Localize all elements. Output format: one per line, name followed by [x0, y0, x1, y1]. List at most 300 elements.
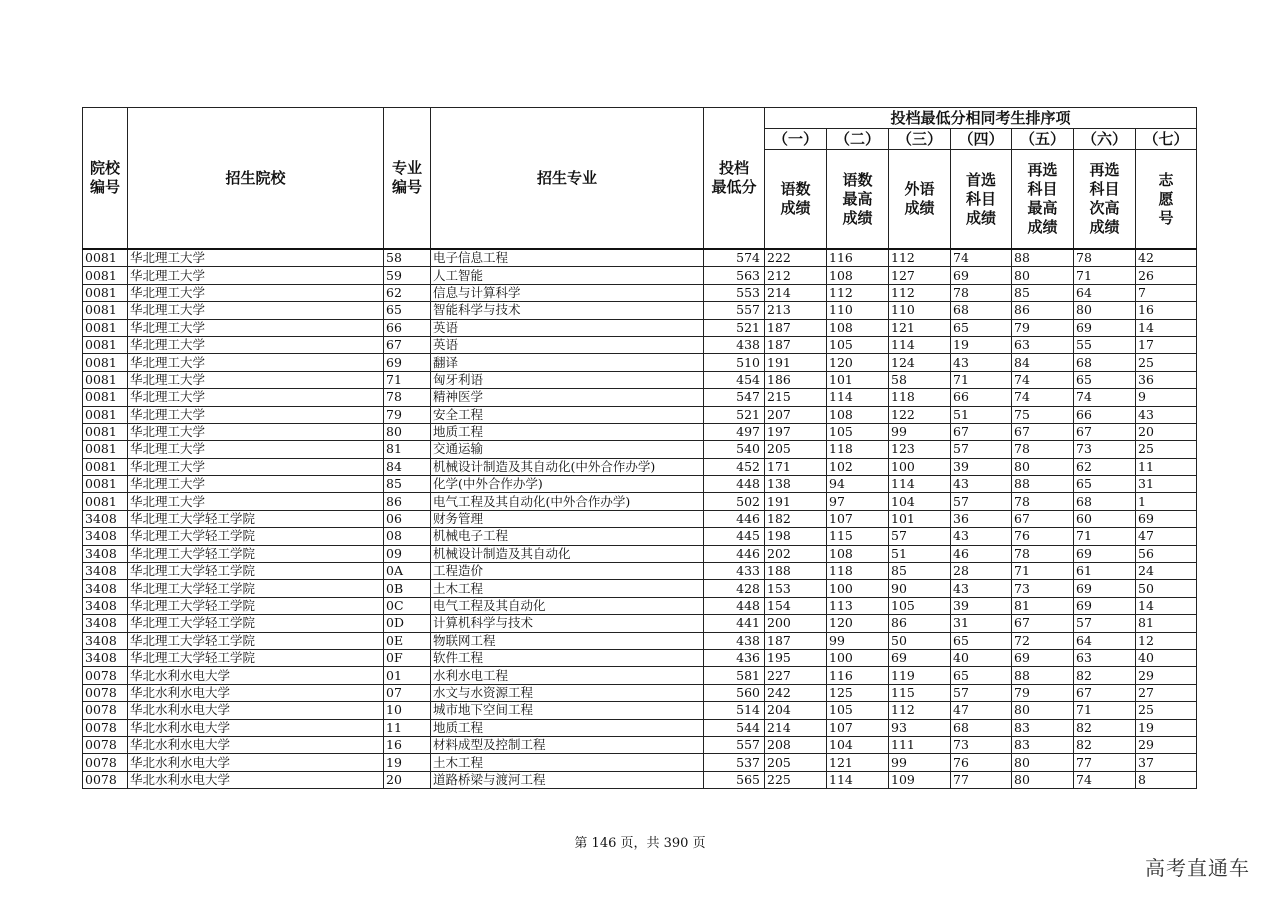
- cell-major-code: 65: [384, 302, 431, 319]
- cell-school-name: 华北理工大学: [128, 476, 384, 493]
- header-school-code: 院校 编号: [83, 108, 128, 250]
- cell-school-name: 华北理工大学: [128, 389, 384, 406]
- cell-foreign-language-score: 99: [889, 754, 951, 771]
- table-row: [83, 615, 1197, 632]
- cell-foreign-language-score: 57: [889, 528, 951, 545]
- cell-yushu-max-score: 121: [827, 754, 889, 771]
- cell-school-name: 华北水利水电大学: [128, 719, 384, 736]
- cell-min-score: 428: [704, 580, 765, 597]
- cell-school-name: 华北理工大学: [128, 371, 384, 388]
- cell-yushu-max-score: 99: [827, 632, 889, 649]
- cell-yushu-max-score: 116: [827, 249, 889, 267]
- cell-yushu-score: 207: [765, 406, 827, 423]
- cell-first-subject-score: 19: [951, 336, 1012, 353]
- cell-major-name: 水利水电工程: [431, 667, 704, 684]
- cell-yushu-max-score: 104: [827, 736, 889, 753]
- cell-school-name: 华北理工大学轻工学院: [128, 649, 384, 666]
- cell-major-name: 地质工程: [431, 719, 704, 736]
- cell-major-code: 0A: [384, 563, 431, 580]
- cell-major-code: 86: [384, 493, 431, 510]
- table-row: [83, 389, 1197, 406]
- cell-yushu-max-score: 101: [827, 371, 889, 388]
- cell-yushu-score: 214: [765, 284, 827, 301]
- cell-school-name: 华北理工大学: [128, 354, 384, 371]
- cell-yushu-score: 227: [765, 667, 827, 684]
- cell-school-name: 华北理工大学轻工学院: [128, 563, 384, 580]
- cell-yushu-score: 197: [765, 423, 827, 440]
- table-row: [83, 632, 1197, 649]
- cell-major-name: 道路桥梁与渡河工程: [431, 771, 704, 788]
- cell-min-score: 433: [704, 563, 765, 580]
- table-row: [83, 441, 1197, 458]
- cell-yushu-score: 187: [765, 336, 827, 353]
- header-sub-label: 语数 成绩: [765, 150, 827, 250]
- cell-major-name: 信息与计算科学: [431, 284, 704, 301]
- cell-yushu-max-score: 100: [827, 580, 889, 597]
- cell-first-subject-score: 67: [951, 423, 1012, 440]
- cell-first-subject-score: 76: [951, 754, 1012, 771]
- header-sub-label: 语数 最高 成绩: [827, 150, 889, 250]
- cell-school-code: 0081: [83, 493, 128, 510]
- cell-school-code: 0078: [83, 771, 128, 788]
- cell-yushu-score: 222: [765, 249, 827, 267]
- cell-school-code: 0081: [83, 302, 128, 319]
- cell-min-score: 446: [704, 545, 765, 562]
- cell-yushu-max-score: 107: [827, 719, 889, 736]
- table-row: [83, 563, 1197, 580]
- cell-yushu-score: 242: [765, 684, 827, 701]
- cell-school-name: 华北水利水电大学: [128, 684, 384, 701]
- cell-yushu-score: 191: [765, 493, 827, 510]
- cell-elective-max-score: 78: [1012, 441, 1074, 458]
- cell-elective-second-score: 80: [1074, 302, 1136, 319]
- cell-foreign-language-score: 105: [889, 597, 951, 614]
- cell-elective-second-score: 82: [1074, 719, 1136, 736]
- cell-preference-number: 1: [1136, 493, 1197, 510]
- cell-major-name: 机械设计制造及其自动化(中外合作办学): [431, 458, 704, 475]
- cell-major-name: 化学(中外合作办学): [431, 476, 704, 493]
- cell-preference-number: 81: [1136, 615, 1197, 632]
- cell-yushu-max-score: 108: [827, 267, 889, 284]
- cell-preference-number: 40: [1136, 649, 1197, 666]
- cell-major-name: 材料成型及控制工程: [431, 736, 704, 753]
- cell-foreign-language-score: 100: [889, 458, 951, 475]
- cell-major-name: 人工智能: [431, 267, 704, 284]
- cell-min-score: 448: [704, 476, 765, 493]
- cell-min-score: 452: [704, 458, 765, 475]
- cell-elective-second-score: 71: [1074, 528, 1136, 545]
- cell-first-subject-score: 57: [951, 441, 1012, 458]
- cell-school-name: 华北理工大学: [128, 267, 384, 284]
- cell-first-subject-score: 68: [951, 302, 1012, 319]
- header-sub-label: 首选 科目 成绩: [951, 150, 1012, 250]
- cell-school-code: 3408: [83, 528, 128, 545]
- cell-major-code: 06: [384, 510, 431, 527]
- cell-school-name: 华北理工大学: [128, 249, 384, 267]
- cell-school-name: 华北水利水电大学: [128, 754, 384, 771]
- cell-min-score: 448: [704, 597, 765, 614]
- cell-major-name: 电气工程及其自动化: [431, 597, 704, 614]
- cell-elective-max-score: 88: [1012, 476, 1074, 493]
- cell-elective-second-score: 71: [1074, 267, 1136, 284]
- table-row: [83, 702, 1197, 719]
- cell-min-score: 544: [704, 719, 765, 736]
- cell-school-name: 华北理工大学: [128, 319, 384, 336]
- cell-major-name: 地质工程: [431, 423, 704, 440]
- cell-first-subject-score: 77: [951, 771, 1012, 788]
- cell-major-code: 84: [384, 458, 431, 475]
- cell-first-subject-score: 43: [951, 580, 1012, 597]
- cell-school-name: 华北理工大学: [128, 441, 384, 458]
- cell-major-code: 19: [384, 754, 431, 771]
- table-row: [83, 667, 1197, 684]
- cell-school-code: 0081: [83, 249, 128, 267]
- cell-school-name: 华北理工大学: [128, 406, 384, 423]
- cell-foreign-language-score: 115: [889, 684, 951, 701]
- cell-school-code: 3408: [83, 545, 128, 562]
- cell-first-subject-score: 65: [951, 632, 1012, 649]
- cell-preference-number: 11: [1136, 458, 1197, 475]
- cell-yushu-score: 191: [765, 354, 827, 371]
- cell-yushu-max-score: 102: [827, 458, 889, 475]
- cell-major-name: 计算机科学与技术: [431, 615, 704, 632]
- cell-elective-second-score: 63: [1074, 649, 1136, 666]
- cell-elective-second-score: 74: [1074, 771, 1136, 788]
- cell-major-code: 66: [384, 319, 431, 336]
- cell-major-code: 71: [384, 371, 431, 388]
- cell-school-code: 0078: [83, 736, 128, 753]
- cell-yushu-score: 205: [765, 441, 827, 458]
- cell-yushu-score: 214: [765, 719, 827, 736]
- cell-first-subject-score: 28: [951, 563, 1012, 580]
- cell-elective-max-score: 88: [1012, 249, 1074, 267]
- cell-foreign-language-score: 112: [889, 249, 951, 267]
- cell-first-subject-score: 51: [951, 406, 1012, 423]
- table-body: [83, 249, 1197, 789]
- cell-first-subject-score: 57: [951, 684, 1012, 701]
- cell-major-name: 物联网工程: [431, 632, 704, 649]
- header-sub-number: （二）: [827, 129, 889, 150]
- cell-school-code: 3408: [83, 510, 128, 527]
- cell-major-code: 58: [384, 249, 431, 267]
- cell-min-score: 446: [704, 510, 765, 527]
- cell-major-code: 0E: [384, 632, 431, 649]
- cell-yushu-score: 212: [765, 267, 827, 284]
- cell-yushu-max-score: 108: [827, 545, 889, 562]
- cell-min-score: 557: [704, 302, 765, 319]
- cell-min-score: 581: [704, 667, 765, 684]
- cell-elective-second-score: 55: [1074, 336, 1136, 353]
- cell-elective-max-score: 79: [1012, 319, 1074, 336]
- cell-major-name: 软件工程: [431, 649, 704, 666]
- cell-min-score: 565: [704, 771, 765, 788]
- cell-major-name: 水文与水资源工程: [431, 684, 704, 701]
- cell-min-score: 537: [704, 754, 765, 771]
- table-row: [83, 597, 1197, 614]
- cell-yushu-score: 225: [765, 771, 827, 788]
- cell-major-name: 土木工程: [431, 580, 704, 597]
- cell-elective-max-score: 83: [1012, 736, 1074, 753]
- cell-yushu-score: 182: [765, 510, 827, 527]
- cell-school-code: 0081: [83, 423, 128, 440]
- cell-preference-number: 27: [1136, 684, 1197, 701]
- table-row: [83, 545, 1197, 562]
- cell-yushu-score: 208: [765, 736, 827, 753]
- cell-major-name: 机械设计制造及其自动化: [431, 545, 704, 562]
- cell-preference-number: 16: [1136, 302, 1197, 319]
- cell-school-name: 华北理工大学轻工学院: [128, 615, 384, 632]
- cell-foreign-language-score: 119: [889, 667, 951, 684]
- cell-yushu-max-score: 114: [827, 771, 889, 788]
- cell-yushu-max-score: 105: [827, 702, 889, 719]
- cell-min-score: 502: [704, 493, 765, 510]
- cell-elective-max-score: 83: [1012, 719, 1074, 736]
- cell-yushu-score: 187: [765, 319, 827, 336]
- header-sub-label: 志 愿 号: [1136, 150, 1197, 250]
- cell-elective-max-score: 80: [1012, 267, 1074, 284]
- cell-yushu-score: 187: [765, 632, 827, 649]
- cell-major-code: 01: [384, 667, 431, 684]
- cell-elective-second-score: 66: [1074, 406, 1136, 423]
- cell-major-name: 英语: [431, 319, 704, 336]
- cell-foreign-language-score: 121: [889, 319, 951, 336]
- cell-preference-number: 43: [1136, 406, 1197, 423]
- header-sub-label: 外语 成绩: [889, 150, 951, 250]
- cell-elective-second-score: 60: [1074, 510, 1136, 527]
- cell-first-subject-score: 73: [951, 736, 1012, 753]
- cell-elective-second-score: 68: [1074, 354, 1136, 371]
- cell-foreign-language-score: 111: [889, 736, 951, 753]
- cell-elective-max-score: 72: [1012, 632, 1074, 649]
- cell-major-name: 精神医学: [431, 389, 704, 406]
- cell-school-code: 0081: [83, 336, 128, 353]
- cell-elective-max-score: 86: [1012, 302, 1074, 319]
- cell-preference-number: 17: [1136, 336, 1197, 353]
- cell-major-code: 79: [384, 406, 431, 423]
- cell-yushu-max-score: 108: [827, 319, 889, 336]
- cell-school-name: 华北理工大学: [128, 458, 384, 475]
- cell-school-code: 3408: [83, 580, 128, 597]
- table-row: [83, 249, 1197, 267]
- cell-foreign-language-score: 122: [889, 406, 951, 423]
- cell-foreign-language-score: 93: [889, 719, 951, 736]
- cell-school-name: 华北水利水电大学: [128, 771, 384, 788]
- cell-preference-number: 69: [1136, 510, 1197, 527]
- cell-first-subject-score: 36: [951, 510, 1012, 527]
- cell-foreign-language-score: 109: [889, 771, 951, 788]
- header-sub-number: （七）: [1136, 129, 1197, 150]
- cell-preference-number: 7: [1136, 284, 1197, 301]
- cell-yushu-max-score: 100: [827, 649, 889, 666]
- cell-first-subject-score: 57: [951, 493, 1012, 510]
- cell-major-code: 08: [384, 528, 431, 545]
- cell-yushu-score: 204: [765, 702, 827, 719]
- cell-school-name: 华北理工大学轻工学院: [128, 597, 384, 614]
- table-row: [83, 354, 1197, 371]
- cell-min-score: 510: [704, 354, 765, 371]
- header-school-name: 招生院校: [128, 108, 384, 250]
- cell-school-name: 华北理工大学: [128, 493, 384, 510]
- table-row: [83, 284, 1197, 301]
- table-row: [83, 336, 1197, 353]
- cell-first-subject-score: 40: [951, 649, 1012, 666]
- cell-school-code: 0078: [83, 684, 128, 701]
- cell-min-score: 441: [704, 615, 765, 632]
- cell-elective-second-score: 82: [1074, 667, 1136, 684]
- cell-yushu-max-score: 125: [827, 684, 889, 701]
- header-sub-number: （四）: [951, 129, 1012, 150]
- cell-major-name: 安全工程: [431, 406, 704, 423]
- header-major-name: 招生专业: [431, 108, 704, 250]
- cell-elective-max-score: 78: [1012, 493, 1074, 510]
- cell-preference-number: 50: [1136, 580, 1197, 597]
- cell-preference-number: 25: [1136, 702, 1197, 719]
- cell-preference-number: 29: [1136, 736, 1197, 753]
- cell-major-code: 07: [384, 684, 431, 701]
- table-row: [83, 406, 1197, 423]
- cell-yushu-max-score: 118: [827, 441, 889, 458]
- cell-preference-number: 36: [1136, 371, 1197, 388]
- cell-school-code: 0081: [83, 319, 128, 336]
- cell-school-code: 0081: [83, 267, 128, 284]
- cell-school-code: 3408: [83, 563, 128, 580]
- cell-school-code: 0078: [83, 702, 128, 719]
- cell-elective-second-score: 69: [1074, 319, 1136, 336]
- table-row: [83, 528, 1197, 545]
- cell-major-code: 16: [384, 736, 431, 753]
- cell-major-name: 翻译: [431, 354, 704, 371]
- cell-elective-max-score: 85: [1012, 284, 1074, 301]
- cell-major-name: 智能科学与技术: [431, 302, 704, 319]
- cell-school-name: 华北理工大学轻工学院: [128, 510, 384, 527]
- cell-elective-max-score: 67: [1012, 615, 1074, 632]
- cell-school-code: 0081: [83, 406, 128, 423]
- cell-preference-number: 9: [1136, 389, 1197, 406]
- cell-school-code: 3408: [83, 597, 128, 614]
- cell-major-code: 62: [384, 284, 431, 301]
- cell-yushu-score: 154: [765, 597, 827, 614]
- cell-first-subject-score: 31: [951, 615, 1012, 632]
- cell-min-score: 540: [704, 441, 765, 458]
- cell-elective-second-score: 64: [1074, 284, 1136, 301]
- cell-elective-max-score: 84: [1012, 354, 1074, 371]
- cell-elective-max-score: 75: [1012, 406, 1074, 423]
- cell-foreign-language-score: 101: [889, 510, 951, 527]
- cell-elective-max-score: 80: [1012, 702, 1074, 719]
- cell-yushu-max-score: 114: [827, 389, 889, 406]
- cell-preference-number: 47: [1136, 528, 1197, 545]
- cell-school-code: 0081: [83, 458, 128, 475]
- cell-yushu-max-score: 120: [827, 354, 889, 371]
- cell-school-code: 0081: [83, 354, 128, 371]
- cell-major-code: 10: [384, 702, 431, 719]
- cell-elective-second-score: 67: [1074, 423, 1136, 440]
- cell-min-score: 438: [704, 632, 765, 649]
- cell-first-subject-score: 43: [951, 528, 1012, 545]
- cell-school-name: 华北水利水电大学: [128, 736, 384, 753]
- cell-first-subject-score: 71: [951, 371, 1012, 388]
- table-row: [83, 510, 1197, 527]
- cell-school-name: 华北理工大学轻工学院: [128, 545, 384, 562]
- cell-major-code: 81: [384, 441, 431, 458]
- cell-min-score: 521: [704, 406, 765, 423]
- cell-yushu-score: 202: [765, 545, 827, 562]
- cell-preference-number: 24: [1136, 563, 1197, 580]
- cell-foreign-language-score: 104: [889, 493, 951, 510]
- cell-school-code: 0081: [83, 441, 128, 458]
- cell-foreign-language-score: 85: [889, 563, 951, 580]
- table-row: [83, 319, 1197, 336]
- cell-major-name: 城市地下空间工程: [431, 702, 704, 719]
- cell-first-subject-score: 69: [951, 267, 1012, 284]
- cell-school-code: 0081: [83, 284, 128, 301]
- cell-yushu-score: 205: [765, 754, 827, 771]
- cell-elective-max-score: 80: [1012, 754, 1074, 771]
- cell-preference-number: 37: [1136, 754, 1197, 771]
- cell-school-name: 华北水利水电大学: [128, 702, 384, 719]
- cell-elective-second-score: 71: [1074, 702, 1136, 719]
- table-row: [83, 771, 1197, 788]
- cell-foreign-language-score: 50: [889, 632, 951, 649]
- cell-yushu-score: 213: [765, 302, 827, 319]
- cell-school-name: 华北理工大学: [128, 284, 384, 301]
- cell-elective-max-score: 80: [1012, 458, 1074, 475]
- cell-preference-number: 29: [1136, 667, 1197, 684]
- cell-elective-second-score: 64: [1074, 632, 1136, 649]
- cell-elective-second-score: 61: [1074, 563, 1136, 580]
- cell-elective-second-score: 65: [1074, 371, 1136, 388]
- cell-elective-second-score: 67: [1074, 684, 1136, 701]
- cell-school-name: 华北水利水电大学: [128, 667, 384, 684]
- cell-yushu-score: 188: [765, 563, 827, 580]
- cell-elective-max-score: 80: [1012, 771, 1074, 788]
- cell-min-score: 574: [704, 249, 765, 267]
- cell-yushu-max-score: 105: [827, 423, 889, 440]
- cell-foreign-language-score: 127: [889, 267, 951, 284]
- cell-major-name: 财务管理: [431, 510, 704, 527]
- cell-preference-number: 42: [1136, 249, 1197, 267]
- table-row: [83, 684, 1197, 701]
- cell-elective-second-score: 57: [1074, 615, 1136, 632]
- cell-first-subject-score: 43: [951, 354, 1012, 371]
- header-sub-number: （五）: [1012, 129, 1074, 150]
- cell-yushu-max-score: 105: [827, 336, 889, 353]
- cell-major-name: 电气工程及其自动化(中外合作办学): [431, 493, 704, 510]
- table-row: [83, 649, 1197, 666]
- cell-school-name: 华北理工大学: [128, 302, 384, 319]
- cell-elective-second-score: 65: [1074, 476, 1136, 493]
- cell-first-subject-score: 68: [951, 719, 1012, 736]
- cell-min-score: 436: [704, 649, 765, 666]
- cell-foreign-language-score: 112: [889, 702, 951, 719]
- page-number: 第 146 页，共 390 页: [574, 836, 706, 851]
- table-row: [83, 302, 1197, 319]
- cell-major-name: 英语: [431, 336, 704, 353]
- cell-major-code: 0C: [384, 597, 431, 614]
- header-major-code: 专业 编号: [384, 108, 431, 250]
- cell-school-code: 0081: [83, 476, 128, 493]
- cell-elective-second-score: 69: [1074, 580, 1136, 597]
- cell-school-code: 0081: [83, 389, 128, 406]
- watermark: 高考直通车: [1145, 856, 1250, 880]
- header-sort-group: 投档最低分相同考生排序项: [765, 108, 1197, 129]
- cell-yushu-score: 215: [765, 389, 827, 406]
- cell-elective-second-score: 77: [1074, 754, 1136, 771]
- cell-min-score: 497: [704, 423, 765, 440]
- cell-first-subject-score: 47: [951, 702, 1012, 719]
- admission-table-container: [82, 107, 1196, 789]
- cell-major-name: 土木工程: [431, 754, 704, 771]
